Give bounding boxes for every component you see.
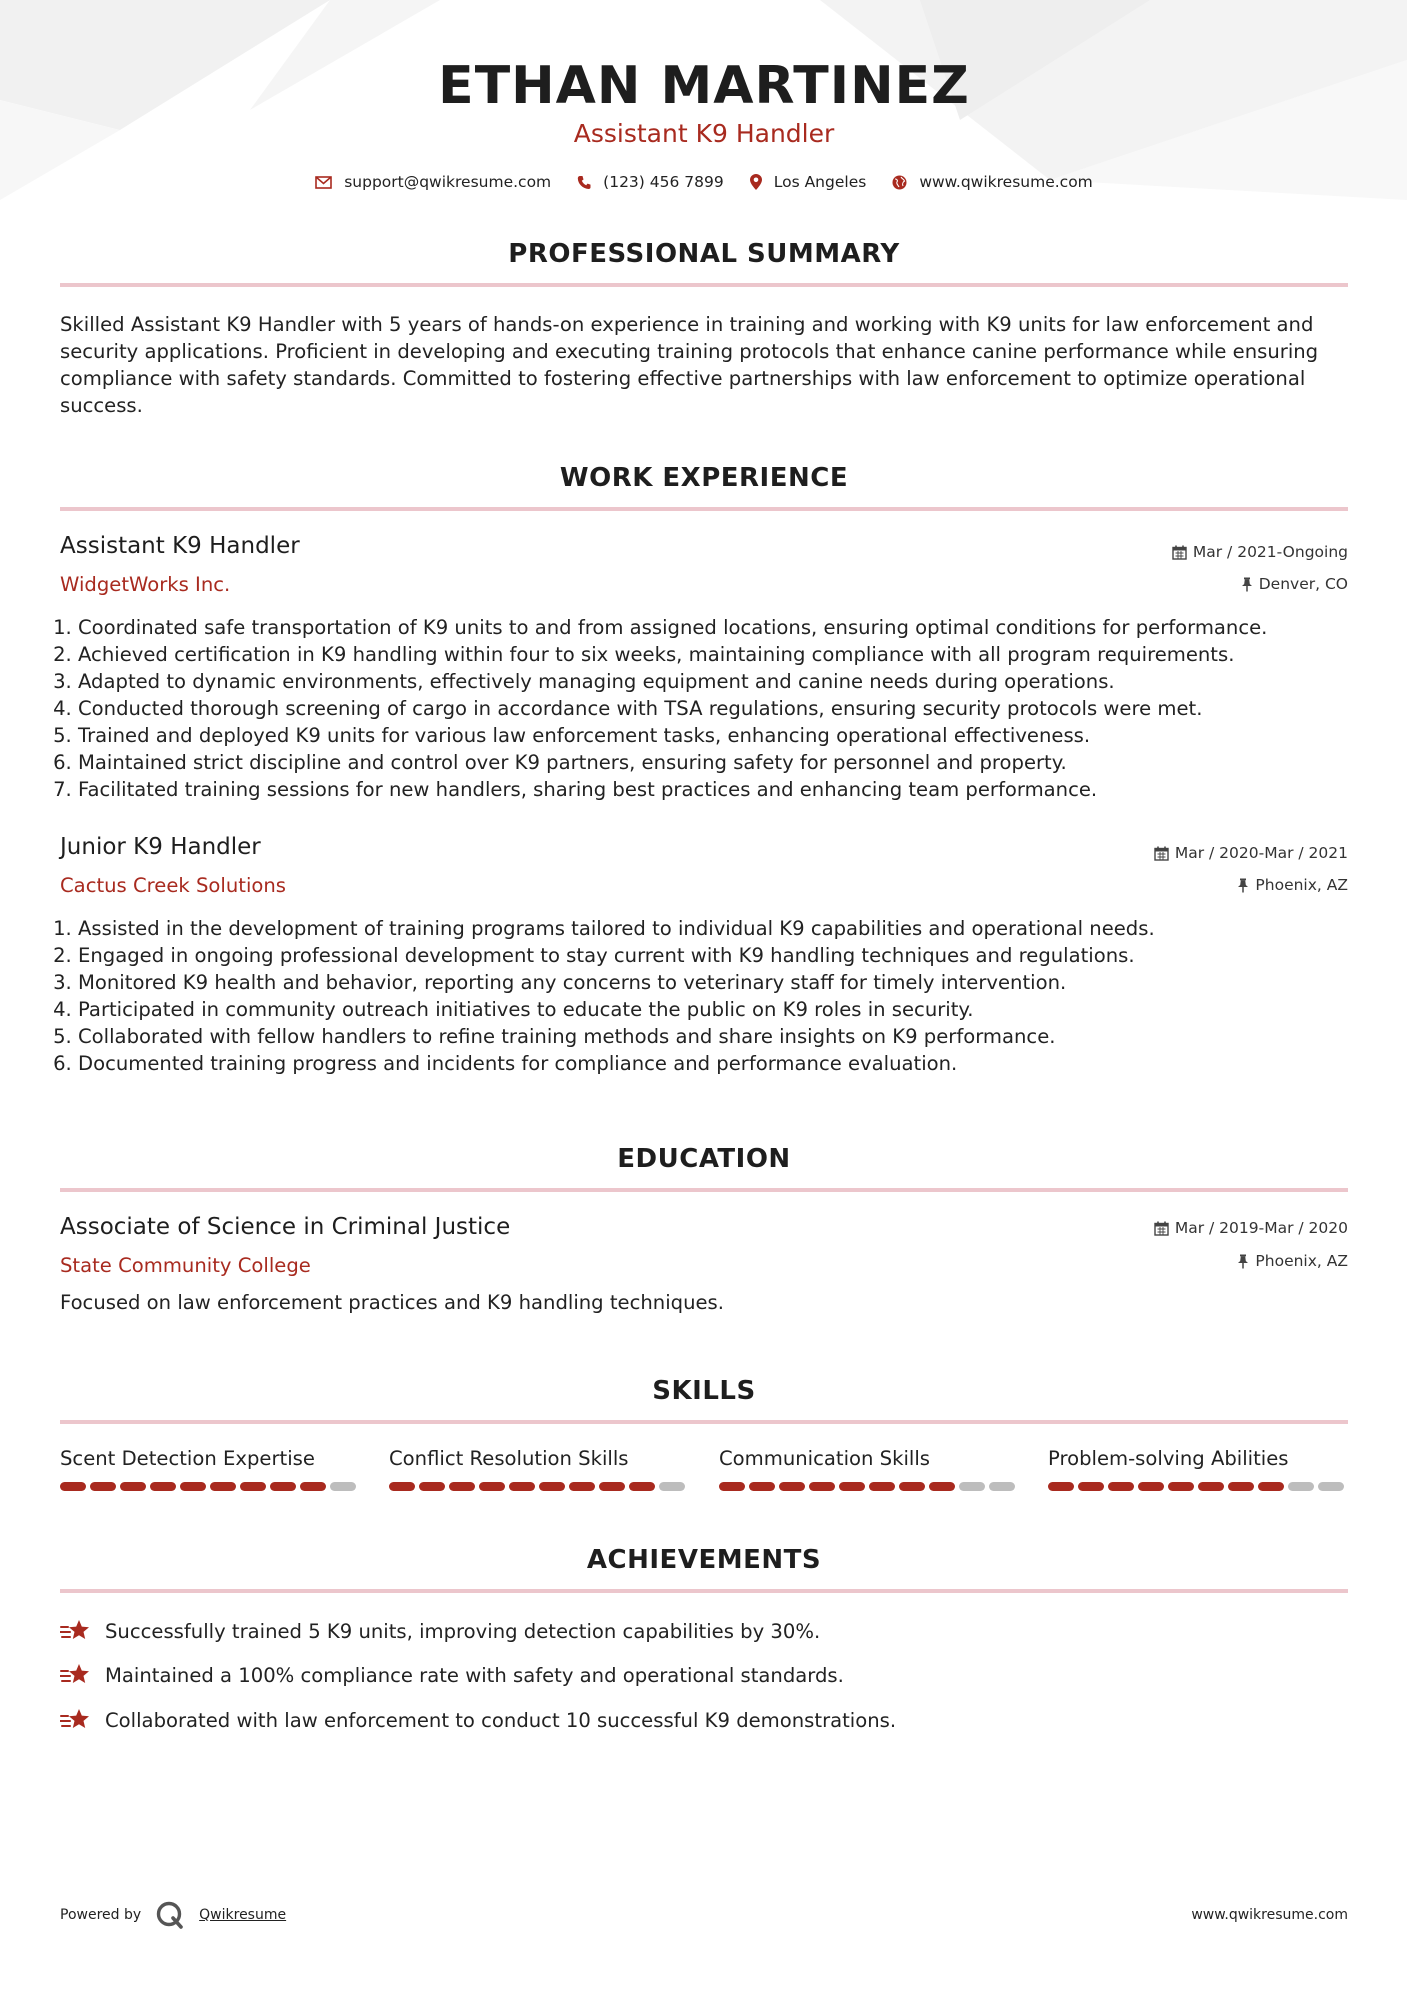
pushpin-icon <box>1237 878 1249 893</box>
skill-segment-filled <box>749 1482 775 1491</box>
skill-name: Problem-solving Abilities <box>1048 1447 1289 1470</box>
contact-website-text: www.qwikresume.com <box>919 173 1093 191</box>
skill-item <box>389 1447 689 1491</box>
qwikresume-logo-icon <box>155 1900 185 1930</box>
shooting-star-icon <box>60 1618 92 1644</box>
skill-item <box>719 1447 1019 1491</box>
achievements-heading: ACHIEVEMENTS <box>586 1545 822 1575</box>
job-location-text: Phoenix, AZ <box>1255 876 1348 894</box>
contact-location <box>750 173 867 191</box>
contact-email[interactable] <box>315 173 551 191</box>
list-item: 3. Monitored K9 health and behavior, reporting any concerns to veterinary staff for timely intervention. <box>78 969 1366 996</box>
skill-segment-filled <box>300 1482 326 1491</box>
skill-segment-filled <box>449 1482 475 1491</box>
shooting-star-icon <box>60 1662 92 1688</box>
skill-segment-filled <box>1168 1482 1194 1491</box>
list-item: 5. Collaborated with fellow handlers to refine training methods and share insights on K9 performance. <box>78 1023 1366 1050</box>
achievement-text: Maintained a 100% compliance rate with safety and operational standards. <box>105 1663 844 1687</box>
qwikresume-link[interactable]: Qwikresume <box>199 1907 287 1923</box>
experience-divider <box>60 507 1348 511</box>
footer-website[interactable]: www.qwikresume.com <box>1191 1907 1348 1923</box>
skill-segment-filled <box>180 1482 206 1491</box>
list-item: 4. Conducted thorough screening of cargo in accordance with TSA regulations, ensuring security protocols were met. <box>78 695 1366 722</box>
achievement-item <box>60 1662 844 1688</box>
achievement-text: Successfully trained 5 K9 units, improving detection capabilities by 30%. <box>105 1619 821 1643</box>
skill-segment-filled <box>599 1482 625 1491</box>
list-item: 1. Coordinated safe transportation of K9 units to and from assigned locations, ensuring optimal conditions for performance. <box>78 614 1366 641</box>
skill-segment-filled <box>929 1482 955 1491</box>
skills-heading: SKILLS <box>652 1376 756 1406</box>
achievement-item <box>60 1618 820 1644</box>
contact-phone[interactable] <box>577 173 724 191</box>
skills-divider <box>60 1420 1348 1424</box>
education-school: State Community College <box>60 1254 311 1277</box>
job-location <box>1237 876 1348 894</box>
skill-segment-empty <box>959 1482 985 1491</box>
list-item: 6. Documented training progress and incidents for compliance and performance evaluation. <box>78 1050 1366 1077</box>
contact-website[interactable] <box>892 173 1092 191</box>
skill-segment-filled <box>1048 1482 1074 1491</box>
achievement-text: Collaborated with law enforcement to conduct 10 successful K9 demonstrations. <box>105 1708 897 1732</box>
job-title: Junior K9 Handler <box>60 834 261 860</box>
job-title: Assistant K9 Handler <box>60 533 300 559</box>
skill-segment-empty <box>989 1482 1015 1491</box>
education-heading: EDUCATION <box>617 1144 791 1174</box>
job-dates-text: Mar / 2021-Ongoing <box>1192 543 1348 561</box>
skill-name: Scent Detection Expertise <box>60 1447 315 1470</box>
skill-level-bar <box>1048 1482 1348 1491</box>
job-dates-text: Mar / 2020-Mar / 2021 <box>1174 844 1348 862</box>
contact-bar <box>60 173 1348 191</box>
skill-segment-filled <box>240 1482 266 1491</box>
resume-page <box>60 0 1348 1990</box>
skill-segment-filled <box>60 1482 86 1491</box>
skill-segment-filled <box>779 1482 805 1491</box>
education-degree: Associate of Science in Criminal Justice <box>60 1214 511 1240</box>
skill-segment-filled <box>839 1482 865 1491</box>
list-item: 4. Participated in community outreach initiatives to educate the public on K9 roles in security. <box>78 996 1366 1023</box>
skill-segment-filled <box>389 1482 415 1491</box>
skill-segment-filled <box>1258 1482 1284 1491</box>
skill-segment-filled <box>210 1482 236 1491</box>
job-dates <box>1172 543 1348 561</box>
skill-segment-filled <box>90 1482 116 1491</box>
skill-segment-filled <box>1078 1482 1104 1491</box>
skill-level-bar <box>60 1482 360 1491</box>
education-dates <box>1154 1219 1348 1237</box>
list-item: 3. Adapted to dynamic environments, effectively managing equipment and canine needs during operations. <box>78 668 1366 695</box>
achievements-divider <box>60 1589 1348 1593</box>
summary-heading: PROFESSIONAL SUMMARY <box>508 239 900 269</box>
candidate-name: ETHAN MARTINEZ <box>438 56 970 116</box>
skill-name: Communication Skills <box>719 1447 930 1470</box>
globe-icon <box>892 175 907 190</box>
job-company: WidgetWorks Inc. <box>60 573 231 596</box>
education-location <box>1237 1252 1348 1270</box>
education-location-text: Phoenix, AZ <box>1255 1252 1348 1270</box>
list-item: 7. Facilitated training sessions for new handlers, sharing best practices and enhancing team performance. <box>78 776 1366 803</box>
job-responsibilities <box>60 614 1366 803</box>
achievement-item <box>60 1707 896 1733</box>
skill-segment-filled <box>869 1482 895 1491</box>
job-dates <box>1154 844 1348 862</box>
calendar-icon <box>1172 545 1187 560</box>
calendar-icon <box>1154 846 1169 861</box>
education-dates-text: Mar / 2019-Mar / 2020 <box>1174 1219 1348 1237</box>
skill-segment-filled <box>479 1482 505 1491</box>
summary-text: Skilled Assistant K9 Handler with 5 years of hands-on experience in training and working with K9 units for law enforcement and security applications. Proficient in developing and executing training protocols that enhance canine performance while ensuring compliance with safety standards. Committed to fostering effective partnerships with law enforcement to optimize operational success. <box>60 313 1319 417</box>
envelope-icon <box>315 176 332 189</box>
pushpin-icon <box>1241 577 1253 592</box>
list-item: 5. Trained and deployed K9 units for various law enforcement tasks, enhancing operational effectiveness. <box>78 722 1366 749</box>
skill-item <box>1048 1447 1348 1491</box>
skill-segment-filled <box>719 1482 745 1491</box>
skill-segment-filled <box>1138 1482 1164 1491</box>
skill-segment-filled <box>899 1482 925 1491</box>
skill-segment-filled <box>1198 1482 1224 1491</box>
shooting-star-icon <box>60 1707 92 1733</box>
skill-segment-filled <box>270 1482 296 1491</box>
candidate-role: Assistant K9 Handler <box>573 119 835 148</box>
skill-segment-filled <box>1228 1482 1254 1491</box>
skill-segment-filled <box>419 1482 445 1491</box>
map-marker-icon <box>750 174 762 190</box>
skill-segment-empty <box>659 1482 685 1491</box>
skill-segment-empty <box>330 1482 356 1491</box>
education-divider <box>60 1188 1348 1192</box>
powered-by-label: Powered by <box>60 1907 142 1923</box>
job-company: Cactus Creek Solutions <box>60 874 287 897</box>
job-responsibilities <box>60 915 1366 1077</box>
skill-segment-empty <box>1288 1482 1314 1491</box>
skill-level-bar <box>389 1482 689 1491</box>
skill-segment-empty <box>1318 1482 1344 1491</box>
skill-segment-filled <box>509 1482 535 1491</box>
job-location-text: Denver, CO <box>1258 575 1348 593</box>
skill-segment-filled <box>809 1482 835 1491</box>
job-location <box>1241 575 1348 593</box>
phone-icon <box>577 175 591 190</box>
experience-heading: WORK EXPERIENCE <box>559 463 849 493</box>
contact-phone-text: (123) 456 7899 <box>603 173 724 191</box>
skill-level-bar <box>719 1482 1019 1491</box>
list-item: 2. Engaged in ongoing professional development to stay current with K9 handling techniques and regulations. <box>78 942 1366 969</box>
skill-segment-filled <box>569 1482 595 1491</box>
skill-name: Conflict Resolution Skills <box>389 1447 629 1470</box>
list-item: 2. Achieved certification in K9 handling within four to six weeks, maintaining compliance with all program requirements. <box>78 641 1366 668</box>
pushpin-icon <box>1237 1254 1249 1269</box>
contact-location-text: Los Angeles <box>773 173 867 191</box>
contact-email-text: support@qwikresume.com <box>344 173 552 191</box>
skill-segment-filled <box>150 1482 176 1491</box>
skill-segment-filled <box>539 1482 565 1491</box>
footer-powered-by <box>60 1900 286 1930</box>
skill-segment-filled <box>629 1482 655 1491</box>
skill-item <box>60 1447 360 1491</box>
summary-divider <box>60 283 1348 287</box>
list-item: 1. Assisted in the development of training programs tailored to individual K9 capabilities and operational needs. <box>78 915 1366 942</box>
skill-segment-filled <box>120 1482 146 1491</box>
list-item: 6. Maintained strict discipline and control over K9 partners, ensuring safety for personnel and property. <box>78 749 1366 776</box>
skill-segment-filled <box>1108 1482 1134 1491</box>
education-description: Focused on law enforcement practices and K9 handling techniques. <box>60 1291 724 1314</box>
calendar-icon <box>1154 1221 1169 1236</box>
